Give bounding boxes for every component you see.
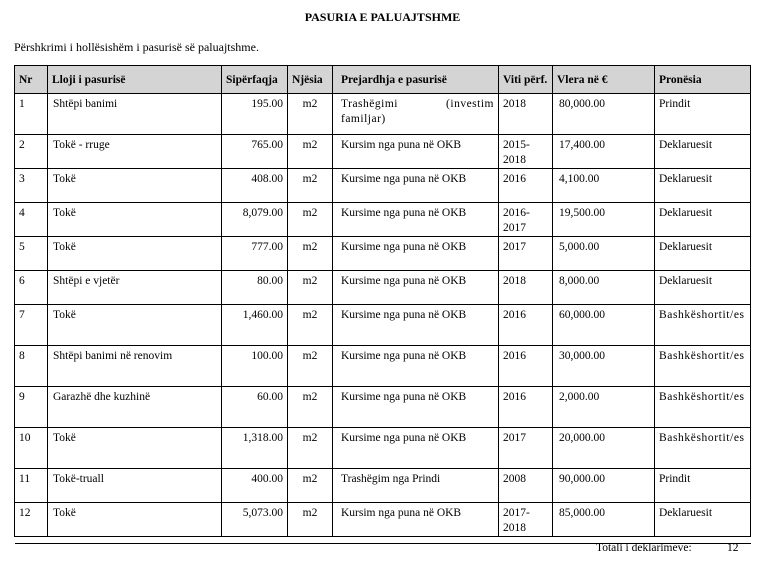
cell-owner: Deklaruesit: [655, 237, 751, 271]
table-row: [15, 503, 751, 537]
cell-origin: Kursim nga puna në OKB: [333, 503, 499, 537]
column-header-year: Viti përf.: [499, 66, 553, 94]
cell-area: 1,460.00: [222, 305, 288, 346]
cell-value: 17,400.00: [553, 135, 655, 169]
cell-year: 2016: [499, 169, 553, 203]
cell-nr: 6: [15, 271, 48, 305]
cell-unit: m2: [288, 237, 333, 271]
cell-value: 2,000.00: [553, 387, 655, 428]
column-header-type: Lloji i pasurisë: [48, 66, 222, 94]
cell-origin: Trashëgim nga Prindi: [333, 469, 499, 503]
cell-nr: 12: [15, 503, 48, 537]
page-subtitle: Përshkrimi i hollësishëm i pasurisë së paluajtshme.: [14, 40, 259, 54]
column-header-nr: Nr: [15, 66, 48, 94]
cell-nr: 11: [15, 469, 48, 503]
cell-area: 765.00: [222, 135, 288, 169]
cell-year: 2016: [499, 305, 553, 346]
cell-area: 1,318.00: [222, 428, 288, 469]
column-header-value: Vlera në €: [553, 66, 655, 94]
table-row: [15, 346, 751, 387]
cell-year: 2016: [499, 387, 553, 428]
cell-nr: 4: [15, 203, 48, 237]
column-header-area: Sipërfaqja: [222, 66, 288, 94]
table-row: [15, 237, 751, 271]
table-row: [15, 387, 751, 428]
cell-origin: Kursime nga puna në OKB: [333, 203, 499, 237]
cell-area: 400.00: [222, 469, 288, 503]
cell-area: 5,073.00: [222, 503, 288, 537]
cell-value: 5,000.00: [553, 237, 655, 271]
cell-unit: m2: [288, 503, 333, 537]
cell-owner: Bashkëshortit/es: [655, 387, 751, 428]
cell-year: 2018: [499, 94, 553, 135]
cell-nr: 1: [15, 94, 48, 135]
cell-value: 19,500.00: [553, 203, 655, 237]
cell-year: 2018: [499, 271, 553, 305]
cell-unit: m2: [288, 387, 333, 428]
page-title: PASURIA E PALUAJTSHME: [304, 10, 461, 24]
table-row: [15, 203, 751, 237]
cell-year: 2008: [499, 469, 553, 503]
cell-type: Tokë: [48, 203, 222, 237]
cell-type: Shtëpi banimi në renovim: [48, 346, 222, 387]
assets-table: [14, 65, 751, 544]
cell-area: 100.00: [222, 346, 288, 387]
cell-unit: m2: [288, 469, 333, 503]
cell-area: 195.00: [222, 94, 288, 135]
table-row: [15, 428, 751, 469]
cell-unit: m2: [288, 428, 333, 469]
cell-unit: m2: [288, 203, 333, 237]
cell-origin: Kursime nga puna në OKB: [333, 346, 499, 387]
cell-type: Tokë - rruge: [48, 135, 222, 169]
cell-origin: Trashëgimi (investim familjar): [333, 94, 499, 135]
cell-type: Garazhë dhe kuzhinë: [48, 387, 222, 428]
cell-type: Tokë: [48, 305, 222, 346]
cell-year: 2017: [499, 428, 553, 469]
column-header-unit: Njësia: [288, 66, 333, 94]
table-row: [15, 135, 751, 169]
cell-owner: Bashkëshortit/es: [655, 428, 751, 469]
cell-owner: Deklaruesit: [655, 203, 751, 237]
cell-origin: Kursime nga puna në OKB: [333, 428, 499, 469]
cell-nr: 10: [15, 428, 48, 469]
cell-type: Tokë: [48, 428, 222, 469]
cell-year: 2015-2018: [499, 135, 553, 169]
cell-type: Tokë-truall: [48, 469, 222, 503]
cell-owner: Deklaruesit: [655, 135, 751, 169]
cell-owner: Deklaruesit: [655, 271, 751, 305]
cell-value: 20,000.00: [553, 428, 655, 469]
total-label: Totali i deklarimeve:: [596, 542, 692, 554]
cell-nr: 5: [15, 237, 48, 271]
table-row: [15, 469, 751, 503]
cell-area: 60.00: [222, 387, 288, 428]
cell-origin: Kursime nga puna në OKB: [333, 237, 499, 271]
cell-year: 2017-2018: [499, 503, 553, 537]
cell-nr: 3: [15, 169, 48, 203]
cell-owner: Prindit: [655, 94, 751, 135]
cell-nr: 9: [15, 387, 48, 428]
cell-value: 4,100.00: [553, 169, 655, 203]
total-count: 12: [727, 542, 739, 554]
cell-owner: Bashkëshortit/es: [655, 305, 751, 346]
cell-unit: m2: [288, 135, 333, 169]
cell-owner: Deklaruesit: [655, 169, 751, 203]
cell-owner: Prindit: [655, 469, 751, 503]
cell-owner: Bashkëshortit/es: [655, 346, 751, 387]
cell-nr: 8: [15, 346, 48, 387]
table-row: [15, 271, 751, 305]
cell-origin: Kursime nga puna në OKB: [333, 387, 499, 428]
cell-nr: 2: [15, 135, 48, 169]
cell-value: 8,000.00: [553, 271, 655, 305]
cell-value: 85,000.00: [553, 503, 655, 537]
cell-origin: Kursime nga puna në OKB: [333, 271, 499, 305]
cell-unit: m2: [288, 346, 333, 387]
cell-origin: Kursime nga puna në OKB: [333, 305, 499, 346]
cell-year: 2016: [499, 346, 553, 387]
cell-unit: m2: [288, 271, 333, 305]
cell-area: 777.00: [222, 237, 288, 271]
column-header-owner: Pronësia: [655, 66, 751, 94]
cell-unit: m2: [288, 169, 333, 203]
table-row: [15, 169, 751, 203]
cell-type: Tokë: [48, 503, 222, 537]
cell-area: 80.00: [222, 271, 288, 305]
cell-area: 408.00: [222, 169, 288, 203]
cell-origin: Kursime nga puna në OKB: [333, 169, 499, 203]
table-header-row: [15, 66, 751, 94]
cell-owner: Deklaruesit: [655, 503, 751, 537]
cell-type: Shtëpi e vjetër: [48, 271, 222, 305]
cell-type: Tokë: [48, 169, 222, 203]
cell-origin: Kursim nga puna në OKB: [333, 135, 499, 169]
cell-unit: m2: [288, 94, 333, 135]
cell-area: 8,079.00: [222, 203, 288, 237]
cell-value: 60,000.00: [553, 305, 655, 346]
cell-type: Shtëpi banimi: [48, 94, 222, 135]
cell-value: 30,000.00: [553, 346, 655, 387]
column-header-origin: Prejardhja e pasurisë: [333, 66, 499, 94]
cell-type: Tokë: [48, 237, 222, 271]
cell-unit: m2: [288, 305, 333, 346]
cell-value: 90,000.00: [553, 469, 655, 503]
table-row: [15, 305, 751, 346]
cell-value: 80,000.00: [553, 94, 655, 135]
cell-nr: 7: [15, 305, 48, 346]
cell-year: 2017: [499, 237, 553, 271]
table-row: [15, 94, 751, 135]
cell-year: 2016-2017: [499, 203, 553, 237]
